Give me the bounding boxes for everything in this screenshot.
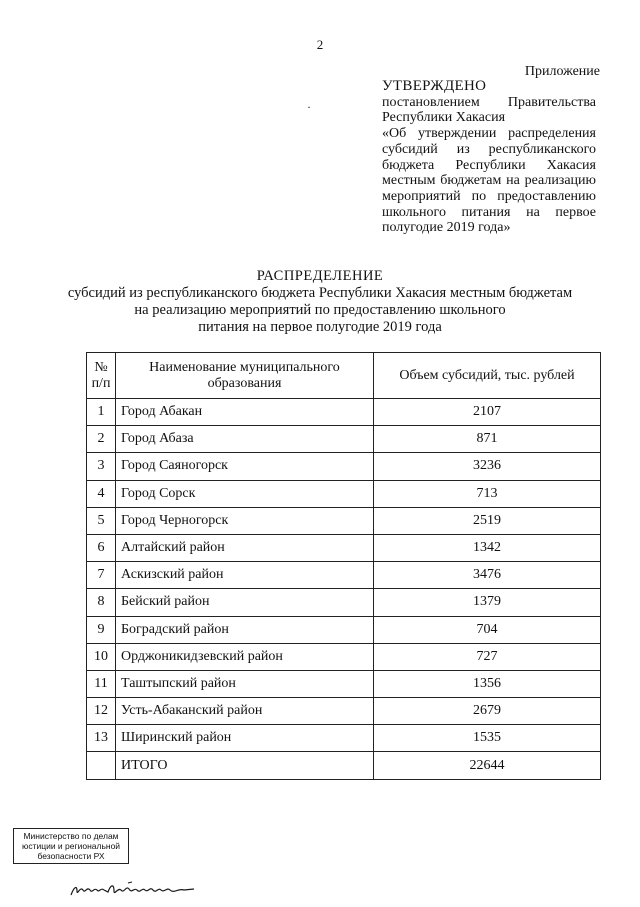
row-name: Город Абаза bbox=[116, 426, 374, 453]
stamp-line: Министерство по делам bbox=[23, 831, 119, 841]
row-amount: 2519 bbox=[374, 507, 601, 534]
row-num: 10 bbox=[87, 643, 116, 670]
table-header-row bbox=[87, 353, 601, 399]
row-name: Город Сорск bbox=[116, 480, 374, 507]
row-name: Город Абакан bbox=[116, 399, 374, 426]
row-name: Орджоникидзевский район bbox=[116, 643, 374, 670]
row-num: 11 bbox=[87, 670, 116, 697]
header-num: № п/п bbox=[87, 353, 116, 399]
row-num: 5 bbox=[87, 507, 116, 534]
table-row bbox=[87, 562, 601, 589]
table-row bbox=[87, 507, 601, 534]
signature-icon bbox=[68, 878, 200, 902]
row-num: 8 bbox=[87, 589, 116, 616]
approval-line: полугодие 2019 года» bbox=[382, 220, 511, 236]
row-name: Таштыпский район bbox=[116, 670, 374, 697]
row-amount: 713 bbox=[374, 480, 601, 507]
row-name: Бейский район bbox=[116, 589, 374, 616]
header-amount: Объем субсидий, тыс. рублей bbox=[374, 353, 601, 399]
stamp-line: юстиции и региональной bbox=[21, 841, 121, 851]
row-num: 4 bbox=[87, 480, 116, 507]
page-number: 2 bbox=[316, 37, 324, 52]
row-num: 2 bbox=[87, 426, 116, 453]
approval-line: «Об утверждении распределения bbox=[382, 126, 596, 142]
row-amount: 3476 bbox=[374, 562, 601, 589]
row-name: Город Саяногорск bbox=[116, 453, 374, 480]
row-name: Алтайский район bbox=[116, 534, 374, 561]
row-name: Ширинский район bbox=[116, 725, 374, 752]
total-num bbox=[87, 752, 116, 779]
title-line: на реализацию мероприятий по предоставлению школьного bbox=[134, 302, 506, 318]
table-row bbox=[87, 480, 601, 507]
stamp-line: безопасности РХ bbox=[37, 851, 105, 861]
table-row bbox=[87, 616, 601, 643]
title-line: питания на первое полугодие 2019 года bbox=[198, 319, 442, 335]
table-row bbox=[87, 534, 601, 561]
row-num: 7 bbox=[87, 562, 116, 589]
approval-line: субсидий из республиканского bbox=[382, 141, 596, 157]
handwritten-signature bbox=[68, 878, 200, 907]
row-amount: 1379 bbox=[374, 589, 601, 616]
row-name: Усть-Абаканский район bbox=[116, 698, 374, 725]
approval-line: мероприятий по предоставлению bbox=[382, 188, 596, 204]
table-row bbox=[87, 670, 601, 697]
row-name: Город Черногорск bbox=[116, 507, 374, 534]
table-row bbox=[87, 399, 601, 426]
table-row bbox=[87, 725, 601, 752]
row-amount: 1535 bbox=[374, 725, 601, 752]
approval-line: постановлением Правительства bbox=[382, 94, 596, 110]
row-amount: 1342 bbox=[374, 534, 601, 561]
row-name: Боградский район bbox=[116, 616, 374, 643]
row-amount: 704 bbox=[374, 616, 601, 643]
approval-heading: УТВЕРЖДЕНО bbox=[382, 78, 487, 94]
table-row bbox=[87, 426, 601, 453]
row-amount: 1356 bbox=[374, 670, 601, 697]
approval-line: школьного питания на первое bbox=[382, 204, 596, 220]
row-num: 3 bbox=[87, 453, 116, 480]
header-name: Наименование муниципального образования bbox=[116, 353, 374, 399]
row-amount: 2679 bbox=[374, 698, 601, 725]
row-name: Аскизский район bbox=[116, 562, 374, 589]
title-main: РАСПРЕДЕЛЕНИЕ bbox=[256, 268, 384, 284]
distribution-table bbox=[86, 352, 601, 780]
approval-line: местным бюджетам на реализацию bbox=[382, 173, 596, 189]
row-amount: 727 bbox=[374, 643, 601, 670]
scan-speck: · bbox=[307, 100, 311, 114]
total-label: ИТОГО bbox=[116, 752, 374, 779]
row-num: 9 bbox=[87, 616, 116, 643]
document-title bbox=[0, 268, 640, 336]
approval-line: Республики Хакасия bbox=[382, 110, 506, 126]
table-row bbox=[87, 453, 601, 480]
table-total-row bbox=[87, 752, 601, 779]
table-row bbox=[87, 643, 601, 670]
table-row bbox=[87, 589, 601, 616]
row-amount: 3236 bbox=[374, 453, 601, 480]
title-line: субсидий из республиканского бюджета Республики Хакасия местным бюджетам bbox=[67, 285, 573, 301]
row-num: 1 bbox=[87, 399, 116, 426]
appendix-label: Приложение bbox=[524, 64, 600, 79]
approval-block bbox=[382, 79, 596, 236]
total-amount: 22644 bbox=[374, 752, 601, 779]
approval-line: бюджета Республики Хакасия bbox=[382, 157, 596, 173]
row-num: 6 bbox=[87, 534, 116, 561]
row-num: 13 bbox=[87, 725, 116, 752]
ministry-stamp bbox=[13, 828, 129, 864]
row-amount: 871 bbox=[374, 426, 601, 453]
row-num: 12 bbox=[87, 698, 116, 725]
table-row bbox=[87, 698, 601, 725]
row-amount: 2107 bbox=[374, 399, 601, 426]
